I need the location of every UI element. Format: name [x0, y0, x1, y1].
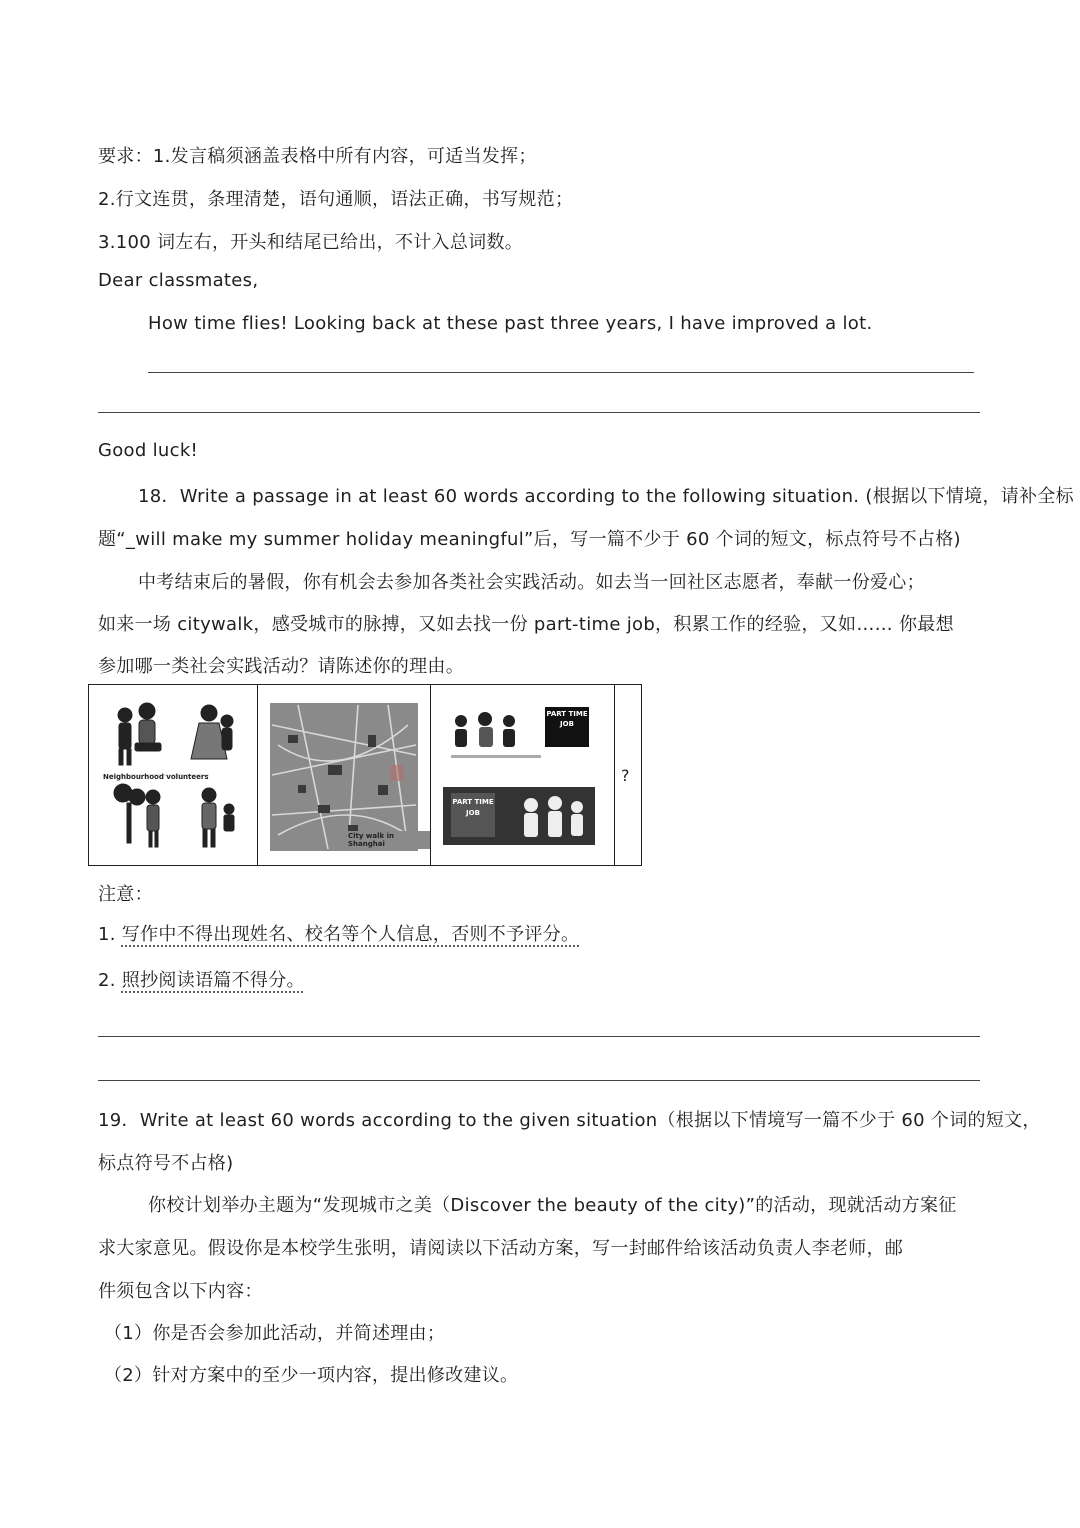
q19-requirement-2: （2）针对方案中的至少一项内容，提出修改建议。: [104, 1365, 519, 1386]
note-1-number: 1.: [98, 924, 122, 945]
volunteers-caption: Neighbourhood volunteers: [103, 773, 209, 781]
q19-prompt-line-1: 19．Write at least 60 words according to the given situation（根据以下情境写一篇不少于 60 个词的短文，: [98, 1110, 1041, 1131]
citywalk-image-cell: [258, 685, 431, 865]
volunteers-image-cell: [89, 685, 258, 865]
q19-requirement-1: （1）你是否会参加此活动，并简述理由；: [104, 1323, 446, 1344]
note-2-number: 2.: [98, 970, 122, 991]
q19-situation-line-2: 求大家意见。假设你是本校学生张明，请阅读以下活动方案，写一封邮件给该活动负责人李老师，邮: [98, 1238, 904, 1259]
parttime-job-image-cell: [431, 685, 615, 865]
note-1: [98, 920, 579, 946]
requirement-line-3: 3.100 词左右，开头和结尾已给出，不计入总词数。: [98, 232, 524, 253]
letter-salutation: Dear classmates,: [98, 270, 259, 291]
q18-situation-line-1: 中考结束后的暑假，你有机会去参加各类社会实践活动。如去当一回社区志愿者，奉献一份爱心；: [138, 572, 925, 593]
q19-situation-line-3: 件须包含以下内容：: [98, 1281, 263, 1302]
other-activity-question-mark: ?: [621, 766, 630, 785]
writing-line[interactable]: [98, 1080, 980, 1081]
note-1-text: 写作中不得出现姓名、校名等个人信息，否则不予评分。: [121, 924, 580, 945]
letter-opening: How time flies! Looking back at these past three years, I have improved a lot.: [148, 313, 873, 334]
note-2: [98, 966, 305, 992]
writing-line[interactable]: [148, 372, 974, 373]
requirement-line-2: 2.行文连贯，条理清楚，语句通顺，语法正确，书写规范；: [98, 189, 574, 210]
q18-prompt-line-2: 题“_will make my summer holiday meaningful”后，写一篇不少于 60 个词的短文，标点符号不占格): [98, 529, 961, 550]
q19-situation-line-1: 你校计划举办主题为“发现城市之美（Discover the beauty of the city)”的活动，现就活动方案征: [148, 1195, 957, 1216]
job-sign-top: PART TIME JOB: [545, 707, 589, 747]
q19-prompt-line-2: 标点符号不占格): [98, 1153, 234, 1174]
note-2-text: 照抄阅读语篇不得分。: [121, 970, 305, 991]
q18-situation-line-2: 如来一场 citywalk，感受城市的脉搏，又如去找一份 part-time job，积累工作的经验，又如…… 你最想: [98, 614, 954, 635]
letter-closing: Good luck!: [98, 440, 199, 461]
q18-prompt-line-1: 18．Write a passage in at least 60 words according to the following situation. (根据以下情境，请补全标: [138, 486, 1074, 507]
q18-situation-line-3: 参加哪一类社会实践活动？请陈述你的理由。: [98, 656, 464, 677]
job-sign-bottom: PART TIME JOB: [451, 793, 495, 837]
citywalk-caption: City walk in Shanghai: [346, 831, 430, 849]
writing-line[interactable]: [98, 1036, 980, 1037]
note-title: 注意：: [98, 884, 153, 905]
activity-image-table: [88, 684, 642, 866]
requirement-line-1: 要求：1.发言稿须涵盖表格中所有内容，可适当发挥；: [98, 146, 537, 167]
writing-line[interactable]: [98, 412, 980, 413]
